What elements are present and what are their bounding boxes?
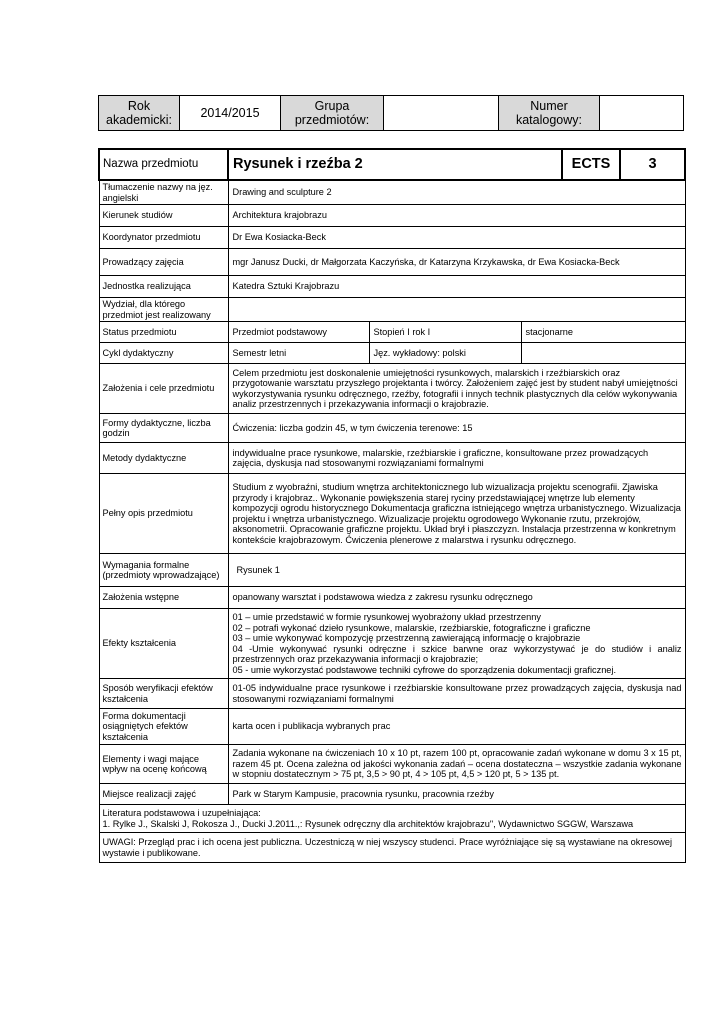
- coordinator-label: Koordynator przedmiotu: [99, 227, 228, 249]
- teachers-value: mgr Janusz Ducki, dr Małgorzata Kaczyńska, dr Katarzyna Krzykawska, dr Ewa Kosiacka-Beck: [228, 249, 685, 276]
- table-row: [99, 205, 685, 227]
- empty-cell: [521, 343, 685, 364]
- table-row: [99, 833, 685, 863]
- faculty-value: [228, 298, 685, 322]
- cycle-label: Cykl dydaktyczny: [99, 343, 228, 364]
- header-table: [98, 95, 684, 131]
- description-value: Studium z wyobraźni, studium wnętrza architektonicznego lub wizualizacja projektu scenografii. Zjawiska przyrody i krajobraz.. Wykonanie powiększenia starej ryciny przedstawiającej wnętrze lub elementy kompozycji ogrodu historycznego Dokumentacja graficzna istniejącego wnętrza urbanistycznego. Wizualizacja projektu i wnętrza urbanistycznego. Wizualizacje projektu ogrodowego Wykonanie rzutu, przekrojów, aksonometrii. Opracowanie graficzne projektu. Układ brył i płaszczyzn. Instalacja przestrzenna w konkretnym kontekście krajobrazowym. Ćwiczenia plenerowe z malarstwa i rysunku odręcznego.: [228, 474, 685, 554]
- cycle-value: Semestr letni: [228, 343, 369, 364]
- list-item: 04 -Umie wykonywać rysunki odręczne i szkice barwne oraz wykorzystywać je do studiów i analiz przestrzennych oraz przekazywania informacji o krajobrazie;: [232, 643, 682, 664]
- grading-label: Elementy i wagi mające wpływ na ocenę końcową: [99, 745, 228, 784]
- course-name-label: Nazwa przedmiotu: [99, 149, 228, 180]
- table-row: [99, 180, 685, 205]
- list-item: 05 - umie wykorzystać podstawowe techniki cyfrowe do sporządzenia dokumentacji graficznej.: [232, 664, 617, 675]
- table-row: [99, 227, 685, 249]
- literature-item: 1. Rylke J., Skalski J, Rokosza J., Ducki J.2011.,: Rysunek odręczny dla architektów krajobrazu", Wydawnictwo SGGW, Warszawa: [102, 818, 634, 829]
- goals-label: Założenia i cele przedmiotu: [99, 364, 228, 414]
- ects-value: 3: [620, 149, 685, 180]
- literature-cell: [99, 805, 685, 833]
- grupa-value: [384, 96, 499, 131]
- title-row: [99, 149, 685, 180]
- unit-label: Jednostka realizująca: [99, 276, 228, 298]
- forms-label: Formy dydaktyczne, liczba godzin: [99, 414, 228, 443]
- goals-value: Celem przedmiotu jest doskonalenie umiejętności rysunkowych, malarskich i rzeźbiarskich oraz przygotowanie warsztatu przyszłego projektanta i twórcy. Założeniem zajęć jest by student nabył umiejętności wykorzystywania rysunku odręcznego, rzeźby, fotografii i innych technik plastycznych dla celów wykonywania analiz przestrzennych i przekazywania informacji o krajobrazie.: [228, 364, 685, 414]
- table-row: [99, 554, 685, 587]
- ects-label: ECTS: [562, 149, 620, 180]
- table-row: [99, 709, 685, 745]
- place-label: Miejsce realizacji zajęć: [99, 784, 228, 805]
- assumptions-label: Założenia wstępne: [99, 587, 228, 609]
- course-table: [98, 148, 686, 863]
- table-row: [99, 298, 685, 322]
- translation-value: Drawing and sculpture 2: [228, 180, 685, 205]
- verification-label: Sposób weryfikacji efektów kształcenia: [99, 679, 228, 709]
- table-row: [99, 322, 685, 343]
- table-row: [99, 276, 685, 298]
- table-row: [99, 343, 685, 364]
- table-row: [99, 679, 685, 709]
- verification-value: 01-05 indywidualne prace rysunkowe i rzeźbiarskie konsultowane przez prowadzących zajęcia, dyskusja nad stosowanymi rozwiązaniami formalnymi: [228, 679, 685, 709]
- list-item: 02 – potrafi wykonać dzieło rysunkowe, malarskie, rzeźbiarskie, fotograficzne i graficzne: [232, 622, 591, 633]
- table-row: [99, 414, 685, 443]
- language-value: Jęz. wykładowy: polski: [369, 343, 521, 364]
- methods-label: Metody dydaktyczne: [99, 443, 228, 474]
- list-item: 03 – umie wykonywać kompozycję przestrzenną zawierającą informację o krajobrazie: [232, 633, 581, 643]
- prereq-label: Wymagania formalne (przedmioty wprowadzające): [99, 554, 228, 587]
- translation-label: Tłumaczenie nazwy na jęz. angielski: [99, 180, 228, 205]
- rok-value: 2014/2015: [180, 96, 281, 131]
- grupa-label: Grupa przedmiotów:: [281, 96, 384, 131]
- rok-label: Rok akademicki:: [99, 96, 180, 131]
- prereq-value: Rysunek 1: [228, 554, 685, 587]
- notes-value: UWAGI: Przegląd prac i ich ocena jest publiczna. Uczestniczą w niej wszyscy studenci. Prace wyróżniające się są wystawiane na okresowej wystawie i publikowane.: [99, 833, 685, 863]
- documentation-value: karta ocen i publikacja wybranych prac: [228, 709, 685, 745]
- numer-value: [600, 96, 684, 131]
- forms-value: Ćwiczenia: liczba godzin 45, w tym ćwiczenia terenowe: 15: [228, 414, 685, 443]
- course-name: Rysunek i rzeźba 2: [228, 149, 562, 180]
- faculty-label: Wydział, dla którego przedmiot jest realizowany: [99, 298, 228, 322]
- description-label: Pełny opis przedmiotu: [99, 474, 228, 554]
- status-value: Przedmiot podstawowy: [228, 322, 369, 343]
- literature-label: Literatura podstawowa i uzupełniająca:: [102, 808, 261, 818]
- mode-value: stacjonarne: [521, 322, 685, 343]
- table-row: [99, 364, 685, 414]
- table-row: [99, 745, 685, 784]
- grading-value: Zadania wykonane na ćwiczeniach 10 x 10 pt, razem 100 pt, opracowanie zadań wykonane w domu 3 x 15 pt, razem 45 pt. Ocena zależna od jakości wykonania zadań – ocena dostateczna – wszystkie zadania wykonane w stopniu dostatecznym > 75 pt, 3,5 > 90 pt, 4 > 105 pt, 4,5 > 120 pt, 5 > 135 pt.: [228, 745, 685, 784]
- status-label: Status przedmiotu: [99, 322, 228, 343]
- assumptions-value: opanowany warsztat i podstawowa wiedza z zakresu rysunku odręcznego: [228, 587, 685, 609]
- field-value: Architektura krajobrazu: [228, 205, 685, 227]
- numer-label: Numer katalogowy:: [499, 96, 600, 131]
- outcomes-label: Efekty kształcenia: [99, 609, 228, 679]
- outcomes-list: [228, 609, 685, 679]
- table-row: [99, 474, 685, 554]
- documentation-label: Forma dokumentacji osiągniętych efektów kształcenia: [99, 709, 228, 745]
- unit-value: Katedra Sztuki Krajobrazu: [228, 276, 685, 298]
- table-row: [99, 784, 685, 805]
- table-row: [99, 609, 685, 679]
- level-value: Stopień I rok I: [369, 322, 521, 343]
- table-row: [99, 587, 685, 609]
- field-label: Kierunek studiów: [99, 205, 228, 227]
- coordinator-value: Dr Ewa Kosiacka-Beck: [228, 227, 685, 249]
- table-row: [99, 443, 685, 474]
- place-value: Park w Starym Kampusie, pracownia rysunku, pracownia rzeźby: [228, 784, 685, 805]
- table-row: [99, 249, 685, 276]
- methods-value: indywidualne prace rysunkowe, malarskie, rzeźbiarskie i graficzne, konsultowane przez prowadzących zajęcia, dyskusja nad stosowanymi rozwiązaniami formalnymi: [228, 443, 685, 474]
- table-row: [99, 805, 685, 833]
- list-item: 01 – umie przedstawić w formie rysunkowej wyobrażony układ przestrzenny: [232, 612, 541, 622]
- teachers-label: Prowadzący zajęcia: [99, 249, 228, 276]
